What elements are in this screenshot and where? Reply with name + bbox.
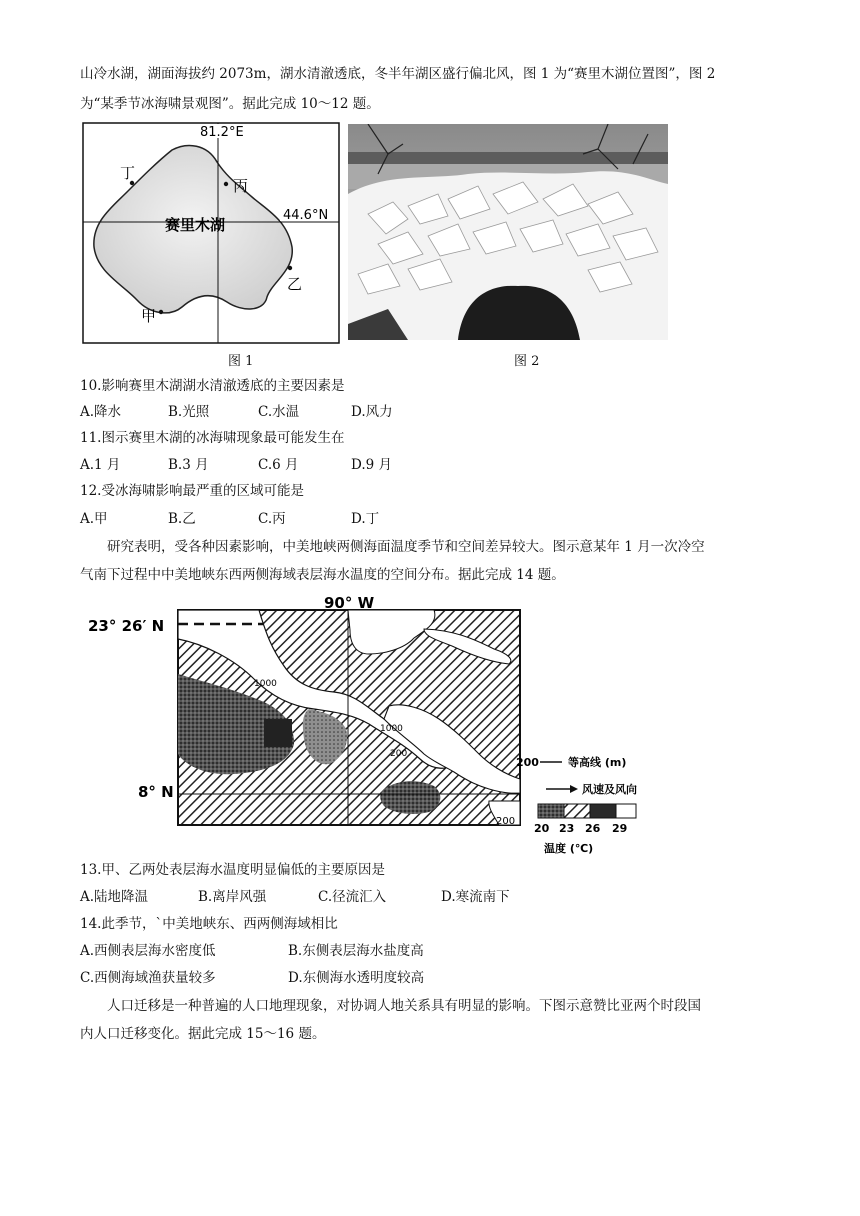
q11-stem: 11.图示赛里木湖的冰海啸现象最可能发生在 [80,430,345,446]
point-yi: 乙 [287,275,303,293]
figure-3-sst-map [84,594,654,856]
figure-2-ice-tsunami-photo [348,124,668,340]
legend-temp-label: 温度 (℃) [544,842,594,855]
q14-option-b: B.东侧表层海水盐度高 [288,943,424,959]
label-90w: 90° W [324,594,375,612]
q10-option-b: B.光照 [168,404,210,420]
q13-option-a: A.陆地降温 [80,889,149,905]
point-ding: 丁 [120,164,136,182]
intro3-line2: 内人口迁移变化。据此完成 15～16 题。 [80,1026,326,1042]
q14-option-a: A.西侧表层海水密度低 [80,943,216,959]
legend-tick-29: 29 [612,822,628,835]
legend-contour-label: 等高线 (m) [568,756,627,769]
q13-option-b: B.离岸风强 [198,889,267,905]
q10-stem: 10.影响赛里木湖湖水清澈透底的主要因素是 [80,378,345,394]
label-8n: 8° N [138,783,174,801]
point-bing: 丙 [233,177,249,195]
q12-option-a: A.甲 [80,511,108,527]
contour-label-200b: 200 [496,816,516,827]
legend [516,755,637,855]
intro2-line1: 研究表明，受各种因素影响，中美地峡两侧海面温度季节和空间差异较大。图示意某年 1 月一次冷空 [107,539,705,555]
legend-tick-26: 26 [585,822,601,835]
figure-2-caption: 图 2 [514,354,540,369]
q12-stem: 12.受冰海啸影响最严重的区域可能是 [80,483,304,499]
contour-label-1000b: 1000 [380,724,403,734]
q10-option-c: C.水温 [258,404,300,420]
q11-option-b: B.3 月 [168,457,209,473]
intro2-line2: 气南下过程中中美地峡东西两侧海域表层海水温度的空间分布。据此完成 14 题。 [80,567,565,583]
q11-option-a: A.1 月 [80,457,121,473]
q10-option-a: A.降水 [80,404,122,420]
q11-option-c: C.6 月 [258,457,299,473]
legend-tick-20: 20 [534,822,550,835]
q14-stem: 14.此季节，`中美地峡东、西两侧海域相比 [80,916,338,932]
q13-option-c: C.径流汇入 [318,889,387,905]
label-tropic: 23° 26′ N [88,617,165,635]
figure-1-caption: 图 1 [228,354,254,369]
q11-option-d: D.9 月 [351,457,393,473]
q13-stem: 13.甲、乙两处表层海水温度明显偏低的主要原因是 [80,862,385,878]
figure-1-lake-map [82,122,340,344]
intro3-line1: 人口迁移是一种普遍的人口地理现象，对协调人地关系具有明显的影响。下图示意赞比亚两个时段国 [107,998,701,1014]
point-jia: 甲 [141,307,157,325]
legend-contour-value: 200 [516,756,539,769]
q10-option-d: D.风力 [351,404,393,420]
lake-name: 赛里木湖 [165,216,226,234]
q13-option-d: D.寒流南下 [441,889,510,905]
legend-wind-label: 风速及风向 [582,783,637,796]
contour-label-200a: 200 [390,749,408,759]
intro1-line2: 为“某季节冰海啸景观图”。据此完成 10～12 题。 [80,96,380,112]
lat-label: 44.6°N [283,208,329,223]
q14-option-c: C.西侧海域渔获量较多 [80,970,216,986]
legend-tick-23: 23 [559,822,575,835]
q12-option-d: D.丁 [351,511,380,527]
q14-option-d: D.东侧海水透明度较高 [288,970,425,986]
intro1-line1: 山冷水湖，湖面海拔约 2073m，湖水清澈透底，冬半年湖区盛行偏北风，图 1 为“赛里木湖位置图”，图 2 [80,66,716,82]
lon-label: 81.2°E [200,125,244,140]
q12-option-b: B.乙 [168,511,196,527]
contour-label-1000a: 1000 [254,679,277,689]
cold-zone-yi [380,781,440,814]
q12-option-c: C.丙 [258,511,286,527]
